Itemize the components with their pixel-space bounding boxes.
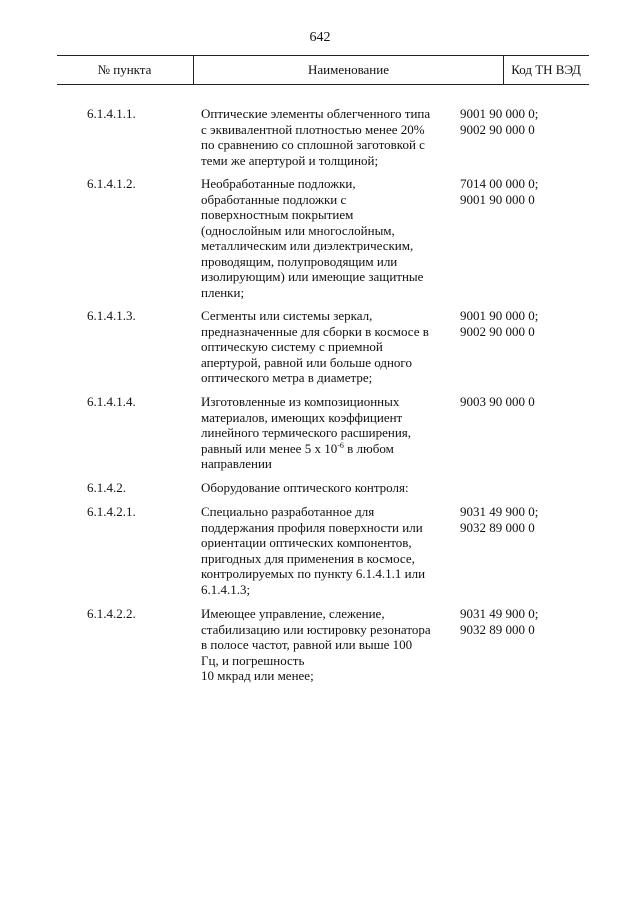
- item-number: 6.1.4.2.: [87, 480, 126, 495]
- table-row: [57, 504, 589, 606]
- header-number: № пункта: [97, 62, 152, 77]
- header-code: Код ТН ВЭД: [511, 62, 581, 77]
- table-row: [57, 480, 589, 504]
- item-code: 9001 90 000 0; 9002 90 000 0: [460, 308, 539, 339]
- item-number: 6.1.4.1.4.: [87, 394, 136, 409]
- item-number: 6.1.4.1.2.: [87, 176, 136, 191]
- table-row: [57, 394, 589, 480]
- item-code: 9031 49 900 0; 9032 89 000 0: [460, 504, 539, 535]
- item-name: Сегменты или системы зеркал, предназначенные для сборки в космосе в оптическую систему с приемной апертурой, равной или больше одного оптического метра в диаметре;: [201, 308, 429, 385]
- item-name: Имеющее управление, слежение, стабилизацию или юстировку резонатора в полосе частот, равной или выше 100 Гц, и погрешность 10 мкрад или менее;: [201, 606, 431, 683]
- item-name: Специально разработанное для поддержания профиля поверхности или ориентации оптических компонентов, пригодных для применения в космосе, контролируемых по пункту 6.1.4.1.1 или 6.1.4.1.3;: [201, 504, 426, 597]
- item-name: [201, 394, 451, 472]
- table-row: [57, 606, 589, 690]
- item-code: 9003 90 000 0: [460, 394, 535, 409]
- item-code: 9001 90 000 0; 9002 90 000 0: [460, 106, 539, 137]
- item-name-text-end: в любом направлении: [201, 440, 394, 471]
- item-number: 6.1.4.1.3.: [87, 308, 136, 323]
- item-number: 6.1.4.2.1.: [87, 504, 136, 519]
- item-name: Необработанные подложки, обработанные подложки с поверхностным покрытием (однослойным или многослойным, металлическим или диэлектрическим, проводящим, полупроводящим или изолирующим) или имеющие защитные пленки;: [201, 176, 424, 300]
- table-row: [57, 176, 589, 308]
- table-body: [57, 106, 589, 690]
- table-row: [57, 308, 589, 394]
- item-number: 6.1.4.2.2.: [87, 606, 136, 621]
- header-name: Наименование: [193, 56, 504, 84]
- item-code: 9031 49 900 0; 9032 89 000 0: [460, 606, 539, 637]
- item-name-text: Изготовленные из композиционных материалов, имеющих коэффициент линейного термического расширения, равный или менее 5 x 10: [201, 394, 412, 456]
- table-row: [57, 106, 589, 176]
- page-number: 642: [309, 30, 331, 45]
- item-name: Оптические элементы облегченного типа с эквивалентной плотностью менее 20% по сравнению со сплошной заготовкой с теми же апертурой и толщиной;: [201, 106, 431, 168]
- item-code: 7014 00 000 0; 9001 90 000 0: [460, 176, 539, 207]
- exponent: -6: [337, 440, 344, 450]
- table-header: [57, 55, 589, 85]
- item-number: 6.1.4.1.1.: [87, 106, 136, 121]
- item-name: Оборудование оптического контроля:: [201, 480, 409, 495]
